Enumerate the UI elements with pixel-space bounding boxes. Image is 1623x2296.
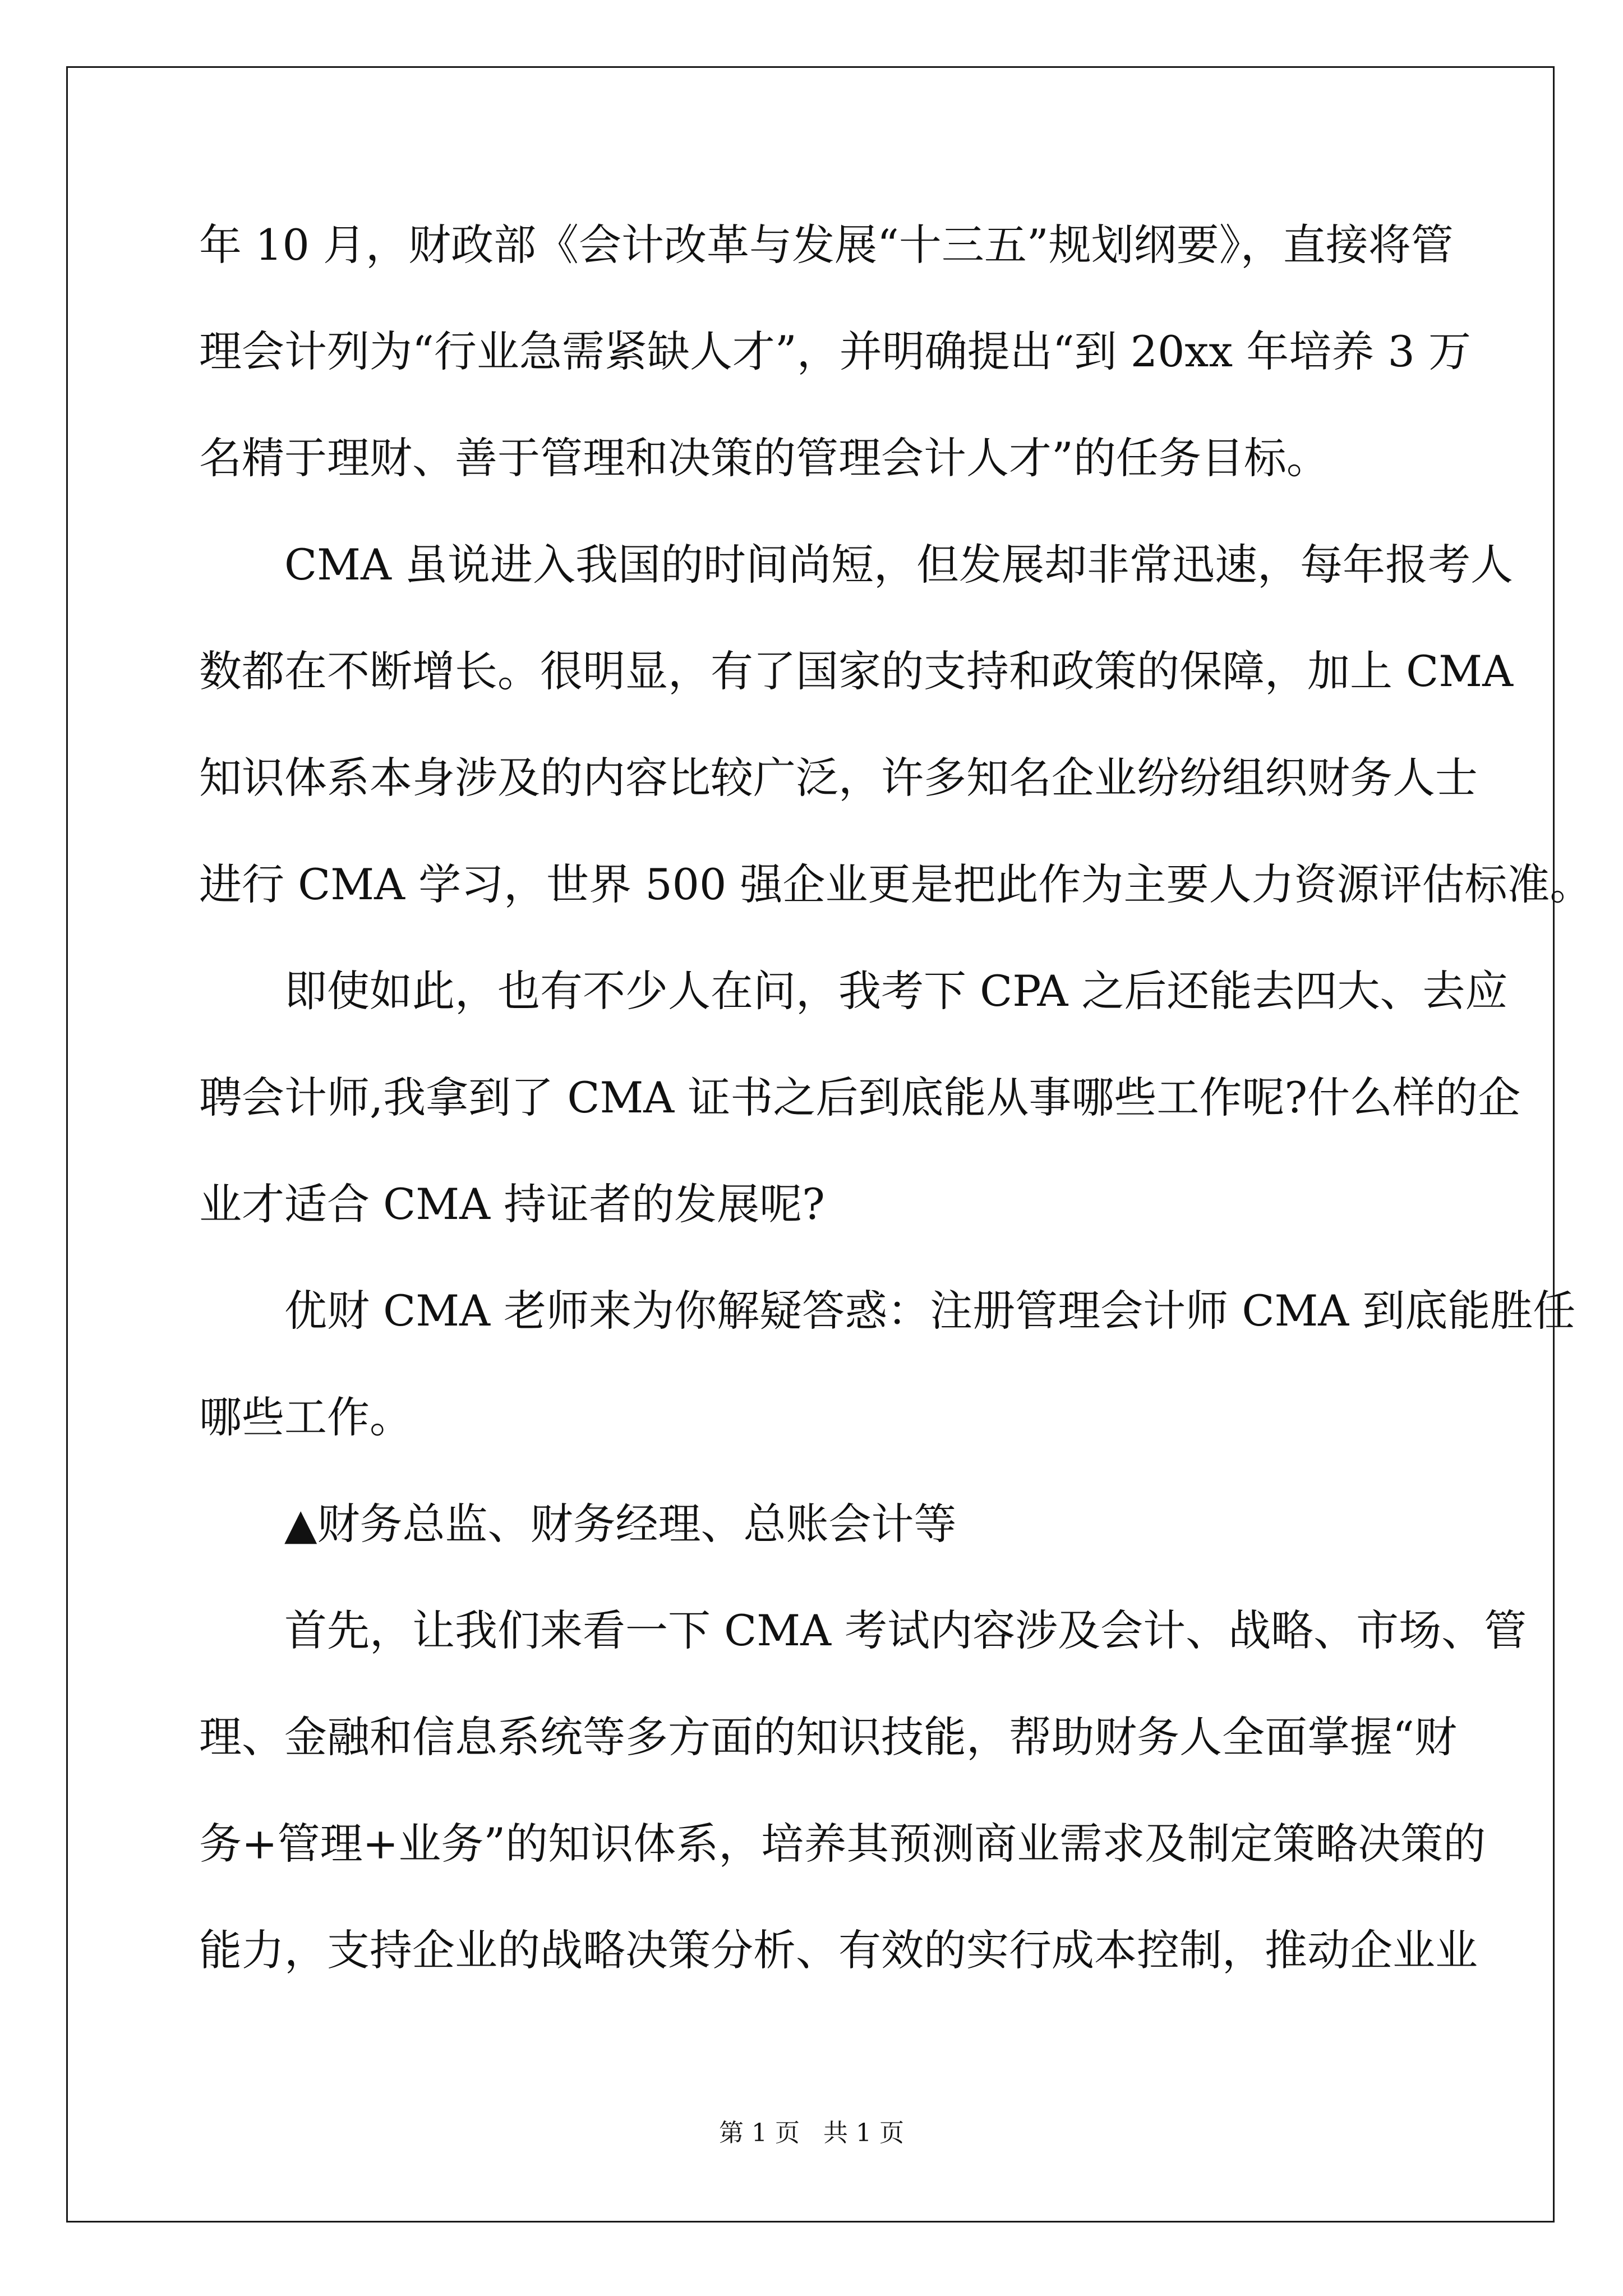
paragraph-line: 理会计列为“行业急需紧缺人才”，并明确提出“到 20xx 年培养 3 万 [199, 326, 1471, 376]
paragraph-line: 知识体系本身涉及的内容比较广泛，许多知名企业纷纷组织财务人士 [199, 753, 1478, 803]
paragraph-line: 务+管理+业务”的知识体系，培养其预测商业需求及制定策略决策的 [199, 1819, 1486, 1869]
paragraph-line: ▲财务总监、财务经理、总账会计等 [284, 1499, 957, 1549]
paragraph-line: 聘会计师,我拿到了 CMA 证书之后到底能从事哪些工作呢?什么样的企 [199, 1073, 1521, 1122]
paragraph-line: 名精于理财、善于管理和决策的管理会计人才”的任务目标。 [199, 433, 1329, 483]
paragraph-line: 年 10 月，财政部《会计改革与发展“十三五”规划纲要》，直接将管 [199, 220, 1454, 270]
page-footer: 第 1 页 共 1 页 [719, 2119, 904, 2147]
paragraph-line: 数都在不断增长。很明显，有了国家的支持和政策的保障，加上 CMA [199, 646, 1514, 696]
paragraph-line: 优财 CMA 老师来为你解疑答惑：注册管理会计师 CMA 到底能胜任 [284, 1286, 1576, 1336]
paragraph-line: 即使如此，也有不少人在问，我考下 CPA 之后还能去四大、去应 [284, 966, 1508, 1016]
paragraph-line: 能力，支持企业的战略决策分析、有效的实行成本控制，推动企业业 [199, 1925, 1478, 1975]
paragraph-line: 进行 CMA 学习，世界 500 强企业更是把此作为主要人力资源评估标准。 [199, 859, 1593, 909]
paragraph-line: 首先，让我们来看一下 CMA 考试内容涉及会计、战略、市场、管 [284, 1605, 1527, 1655]
paragraph-line: CMA 虽说进入我国的时间尚短，但发展却非常迅速，每年报考人 [284, 540, 1514, 590]
paragraph-line: 业才适合 CMA 持证者的发展呢? [199, 1179, 825, 1229]
paragraph-line: 理、金融和信息系统等多方面的知识技能，帮助财务人全面掌握“财 [199, 1712, 1457, 1762]
paragraph-line: 哪些工作。 [199, 1392, 412, 1442]
document-body [199, 214, 1593, 2026]
